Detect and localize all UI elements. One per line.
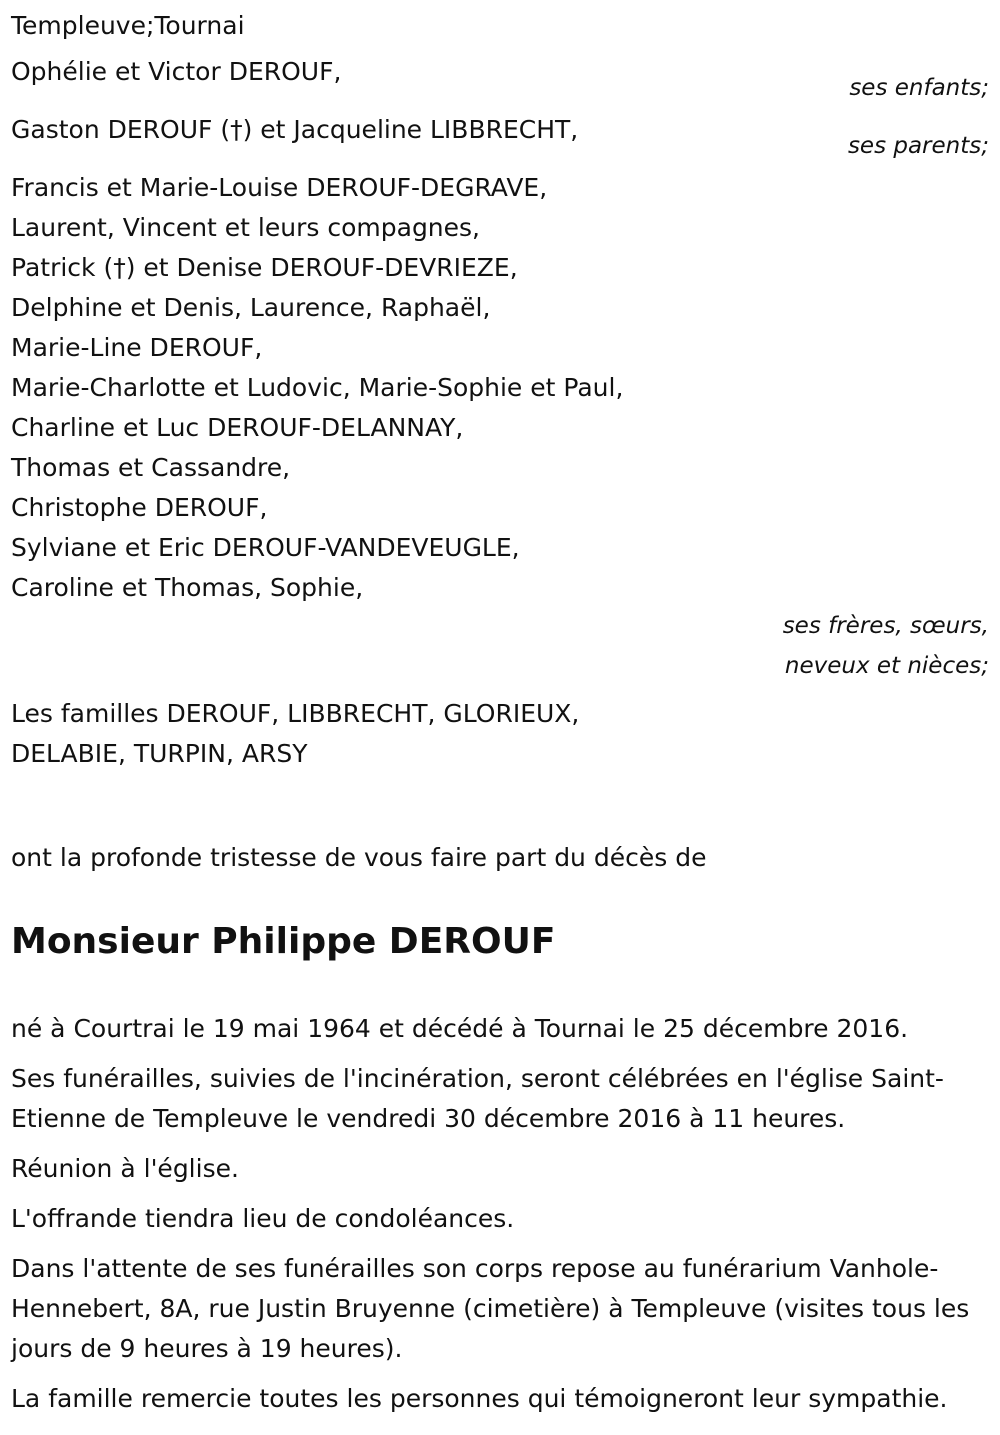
siblings-group [11, 168, 989, 686]
offering-text: L'offrande tiendra lieu de condoléances. [11, 1204, 515, 1233]
viewing-text: Dans l'attente de ses funérailles son corps repose au funérarium Vanhole-Hennebert, 8A, rue Justin Bruyenne (cimetière) à Templeuve (visites tous les jours de 9 heures à 19 heures). [11, 1254, 970, 1363]
sibling-line: Patrick (†) et Denise DEROUF-DEVRIEZE, [11, 253, 518, 282]
parents-names: Gaston DEROUF (†) et Jacqueline LIBBRECHT, [11, 115, 579, 144]
families-group [11, 694, 989, 774]
thanks-text: La famille remercie toutes les personnes qui témoigneront leur sympathie. [11, 1384, 948, 1413]
sibling-line: Christophe DEROUF, [11, 493, 268, 522]
siblings-role-line-1: ses frères, sœurs, [782, 613, 989, 639]
siblings-role-line-2: neveux et nièces; [784, 653, 989, 679]
birth-death-text: né à Courtrai le 19 mai 1964 et décédé à Tournai le 25 décembre 2016. [11, 1014, 909, 1043]
children-role: ses enfants; [849, 75, 989, 101]
parents-role: ses parents; [847, 133, 989, 159]
sibling-line: Caroline et Thomas, Sophie, [11, 573, 364, 602]
families-line: Les familles DEROUF, LIBBRECHT, GLORIEUX, [11, 699, 580, 728]
obituary-notice [11, 8, 989, 1419]
sibling-line: Marie-Charlotte et Ludovic, Marie-Sophie et Paul, [11, 373, 624, 402]
funeral-text: Ses funérailles, suivies de l'incinération, seront célébrées en l'église Saint-Etienne de Templeuve le vendredi 30 décembre 2016 à 11 heures. [11, 1064, 944, 1133]
sibling-line: Sylviane et Eric DEROUF-VANDEVEUGLE, [11, 533, 520, 562]
meeting-text: Réunion à l'église. [11, 1154, 239, 1183]
parents-group [11, 110, 989, 160]
deceased-name: Monsieur Philippe DEROUF [11, 921, 556, 962]
announcement-intro: ont la profonde tristesse de vous faire part du décès de [11, 843, 707, 872]
sibling-line: Marie-Line DEROUF, [11, 333, 263, 362]
sibling-line: Charline et Luc DEROUF-DELANNAY, [11, 413, 464, 442]
location-header: Templeuve;Tournai [11, 11, 245, 40]
sibling-line: Francis et Marie-Louise DEROUF-DEGRAVE, [11, 173, 548, 202]
children-group [11, 52, 989, 102]
sibling-line: Laurent, Vincent et leurs compagnes, [11, 213, 481, 242]
sibling-line: Delphine et Denis, Laurence, Raphaël, [11, 293, 491, 322]
children-names: Ophélie et Victor DEROUF, [11, 57, 342, 86]
families-line: DELABIE, TURPIN, ARSY [11, 739, 308, 768]
sibling-line: Thomas et Cassandre, [11, 453, 291, 482]
